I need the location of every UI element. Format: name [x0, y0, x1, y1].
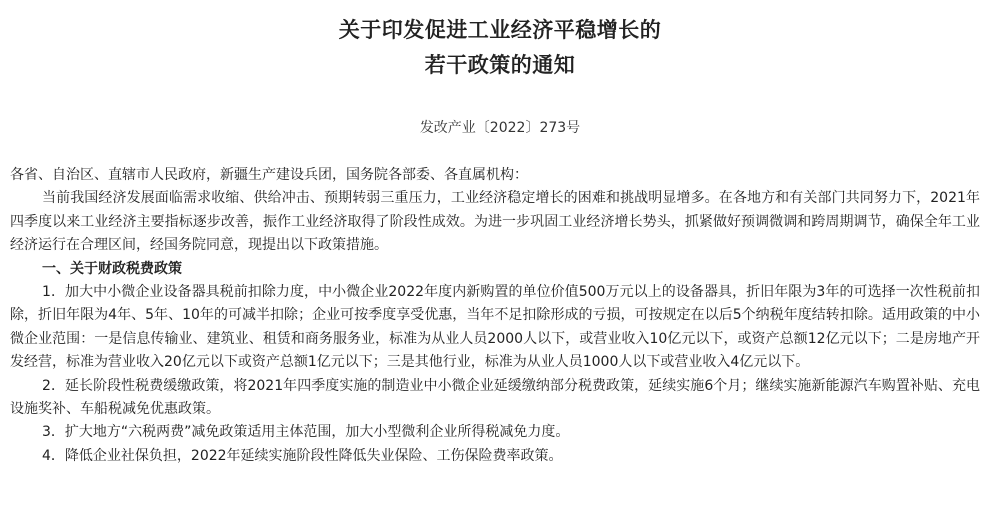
document-title-line-2: 若干政策的通知	[424, 52, 576, 77]
policy-item-1: 1．加大中小微企业设备器具税前扣除力度，中小微企业2022年度内新购置的单位价值500万元以上的设备器具，折旧年限为3年的可选择一次性税前扣除，折旧年限为4年、5年、10年的可减半扣除；企业可按季度享受优惠，当年不足扣除形成的亏损，可按规定在以后5个纳税年度结转扣除。适用政策的中小微企业范围：一是信息传输业、建筑业、租赁和商务服务业，标准为从业人员2000人以下，或营业收入10亿元以下，或资产总额12亿元以下；二是房地产开发经营，标准为营业收入20亿元以下或资产总额1亿元以下；三是其他行业，标准为从业人员1000人以下或营业收入4亿元以下。	[10, 284, 980, 371]
document-number: 发改产业〔2022〕273号	[419, 120, 581, 136]
document-title-line-1: 关于印发促进工业经济平稳增长的	[338, 17, 662, 42]
intro-paragraph: 当前我国经济发展面临需求收缩、供给冲击、预期转弱三重压力，工业经济稳定增长的困难和挑战明显增多。在各地方和有关部门共同努力下，2021年四季度以来工业经济主要指标逐步改善，振作工业经济取得了阶段性成效。为进一步巩固工业经济增长势头，抓紧做好预调微调和跨周期调节，确保全年工业经济运行在合理区间，经国务院同意，现提出以下政策措施。	[10, 190, 980, 254]
section-heading-fiscal-tax: 一、关于财政税费政策	[42, 260, 182, 277]
policy-item-4: 4．降低企业社保负担，2022年延续实施阶段性降低失业保险、工伤保险费率政策。	[42, 447, 563, 464]
policy-item-3: 3．扩大地方“六税两费”减免政策适用主体范围，加大小型微利企业所得税减免力度。	[42, 424, 570, 441]
policy-item-2: 2．延长阶段性税费缓缴政策，将2021年四季度实施的制造业中小微企业延缓缴纳部分税费政策，延续实施6个月；继续实施新能源汽车购置补贴、充电设施奖补、车船税减免优惠政策。	[10, 377, 980, 418]
salutation: 各省、自治区、直辖市人民政府，新疆生产建设兵团，国务院各部委、各直属机构：	[10, 167, 528, 183]
document-body	[10, 164, 980, 468]
